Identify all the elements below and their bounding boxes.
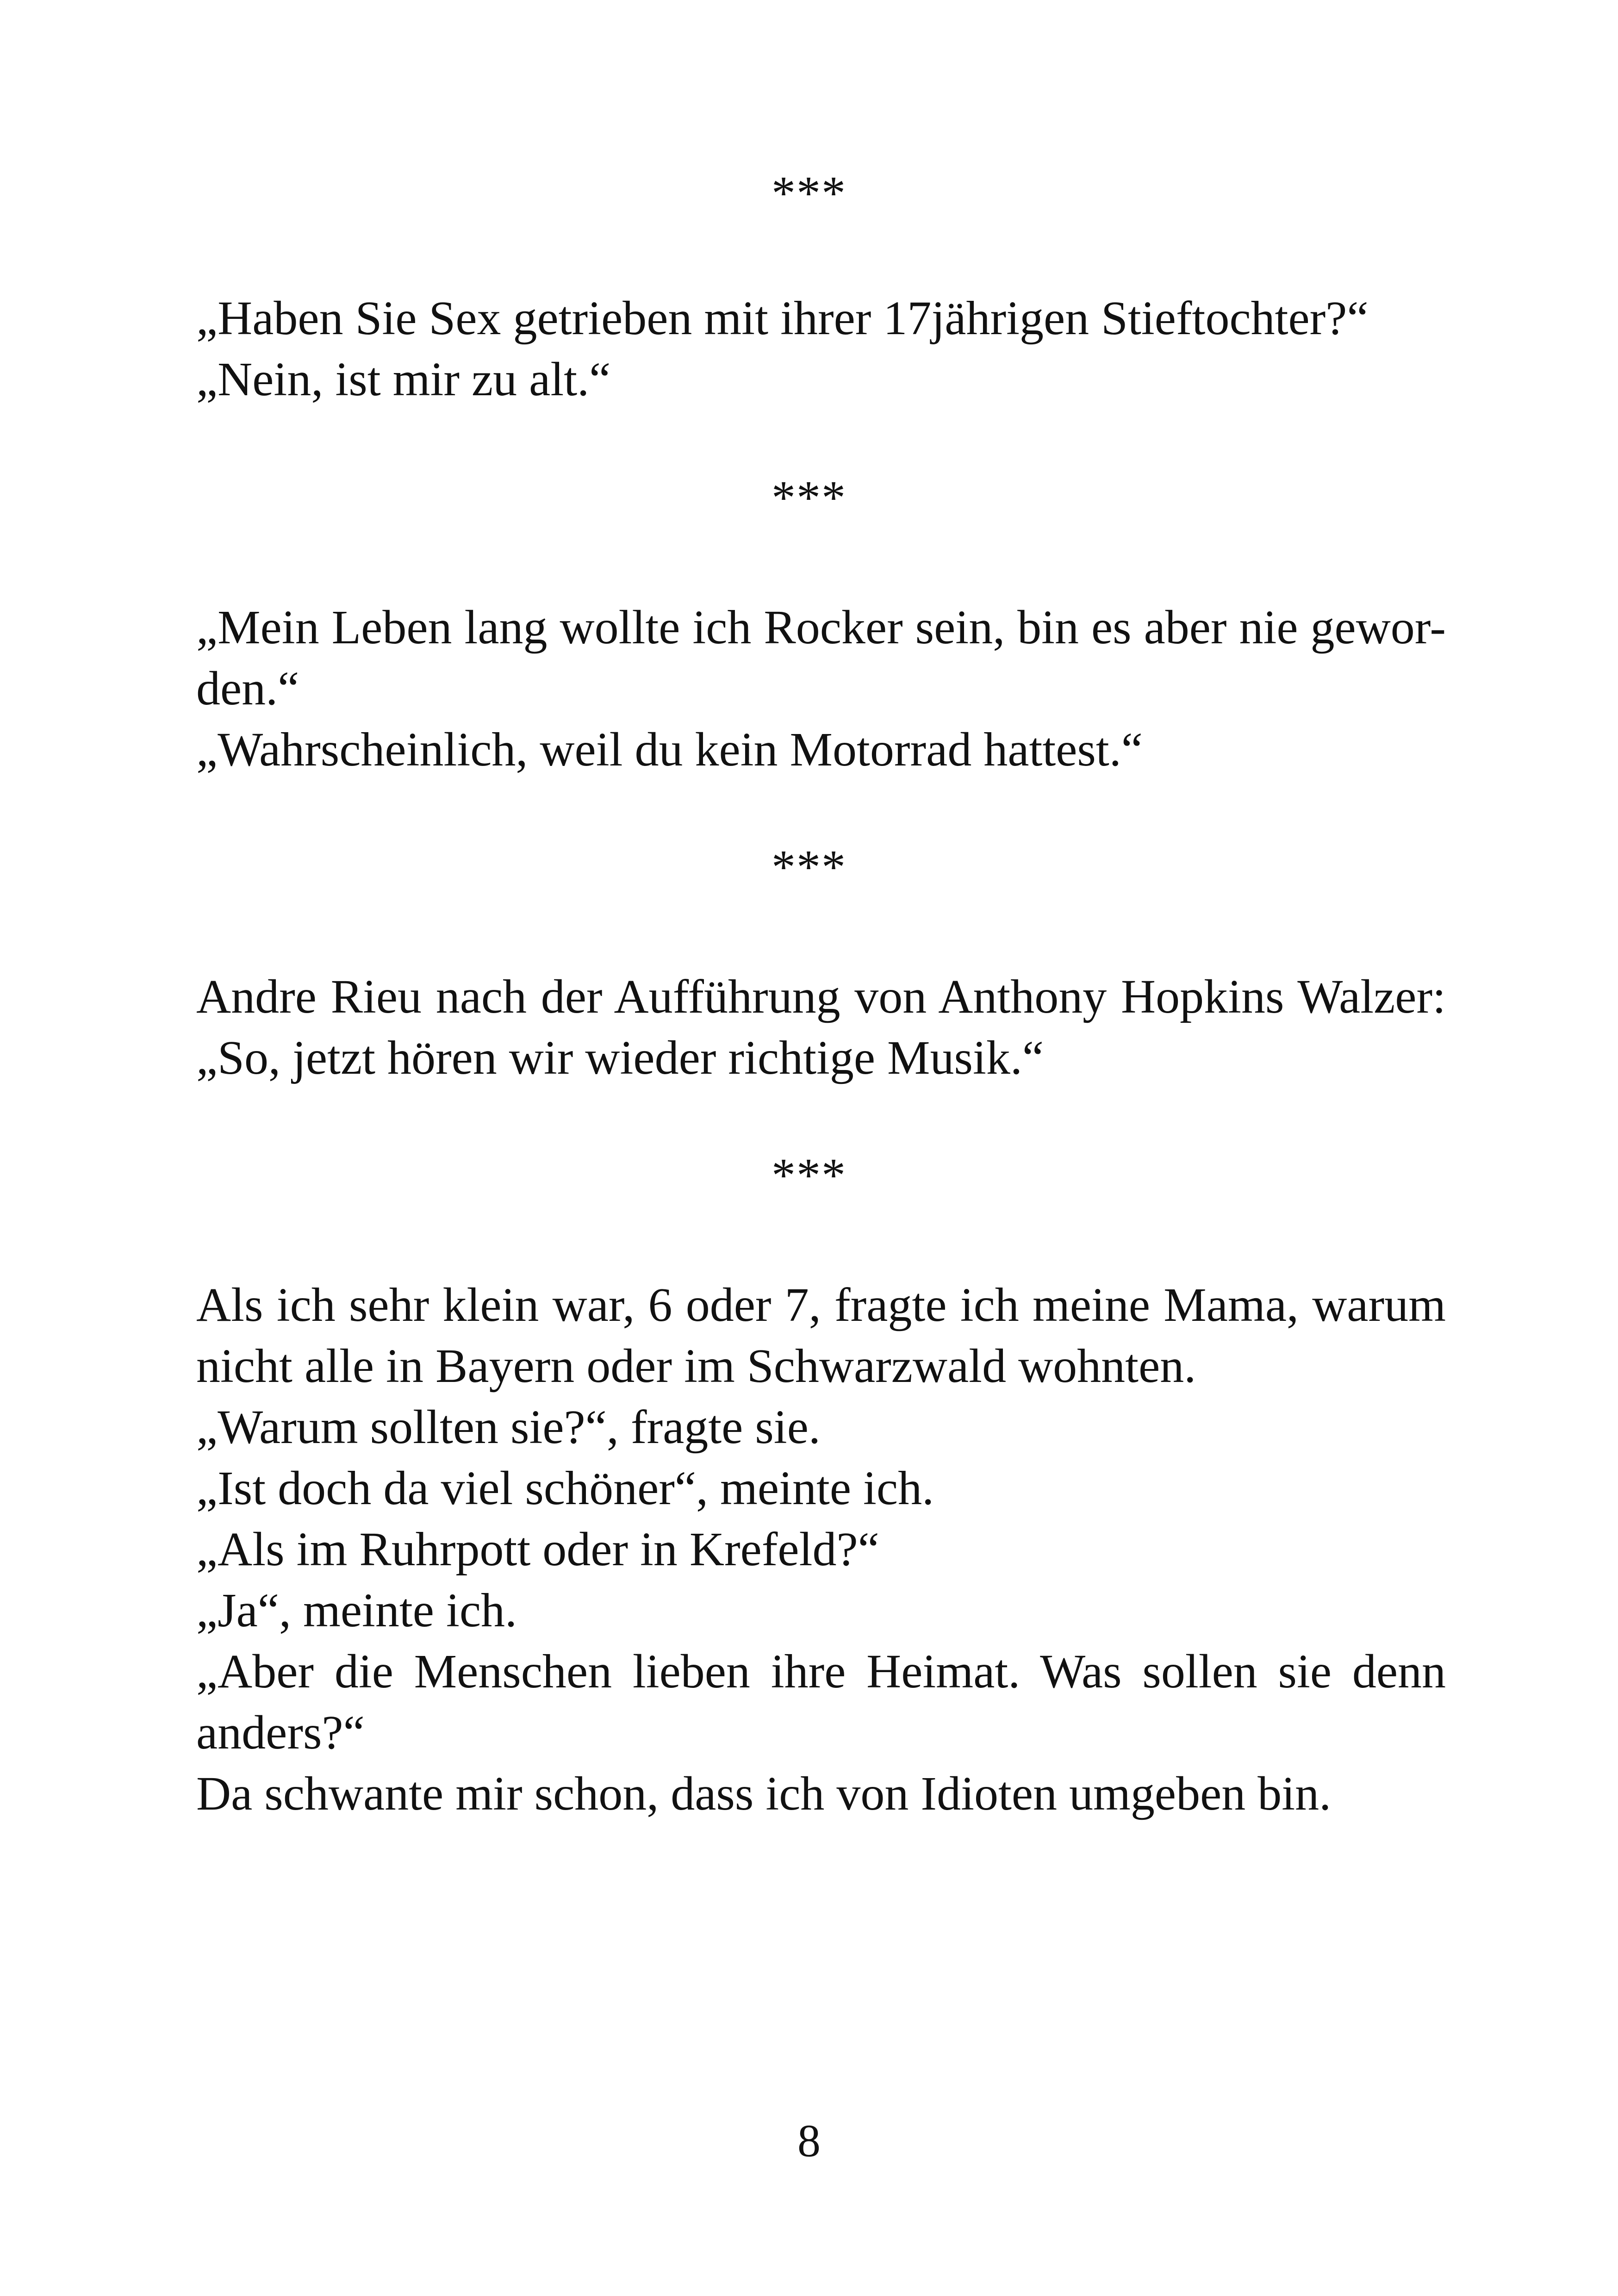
text-line: „Haben Sie Sex getrieben mit ihrer 17jährigen Stieftochter?“ [196,292,1369,345]
section-separator: *** [772,1149,846,1202]
dialogue-section-2 [196,597,1446,780]
section-separator: *** [772,840,846,894]
text-line: Andre Rieu nach der Aufführung von Anthony Hopkins Walzer: [196,970,1446,1023]
text-line: Als ich sehr klein war, 6 oder 7, fragte ich meine Mama, warum [196,1278,1446,1332]
page-number: 8 [797,2115,821,2166]
dialogue-section-4 [196,1275,1446,1824]
text-line: „So, jetzt hören wir wieder richtige Musik.“ [196,1031,1044,1084]
text-line: „Ja“, meinte ich. [196,1584,517,1637]
text-line: „Warum sollten sie?“, fragte sie. [196,1400,821,1454]
text-line: „Mein Leben lang wollte ich Rocker sein, bin es aber nie gewor- [196,601,1446,654]
text-line: Da schwante mir schon, dass ich von Idioten umgeben bin. [196,1767,1332,1820]
text-line: „Nein, ist mir zu alt.“ [196,353,611,406]
text-line: „Ist doch da viel schöner“, meinte ich. [196,1462,934,1515]
section-separator: *** [772,167,846,220]
dialogue-section-3 [196,966,1446,1089]
dialogue-section-1 [196,288,1446,410]
section-separator: *** [772,471,846,524]
text-line: „Wahrscheinlich, weil du kein Motorrad hattest.“ [196,723,1143,776]
text-line: nicht alle in Bayern oder im Schwarzwald wohnten. [196,1339,1196,1393]
text-line: anders?“ [196,1706,365,1759]
text-line: den.“ [196,662,299,715]
text-line: „Aber die Menschen lieben ihre Heimat. Was sollen sie denn [196,1645,1446,1698]
text-line: „Als im Ruhrpott oder in Krefeld?“ [196,1523,879,1576]
